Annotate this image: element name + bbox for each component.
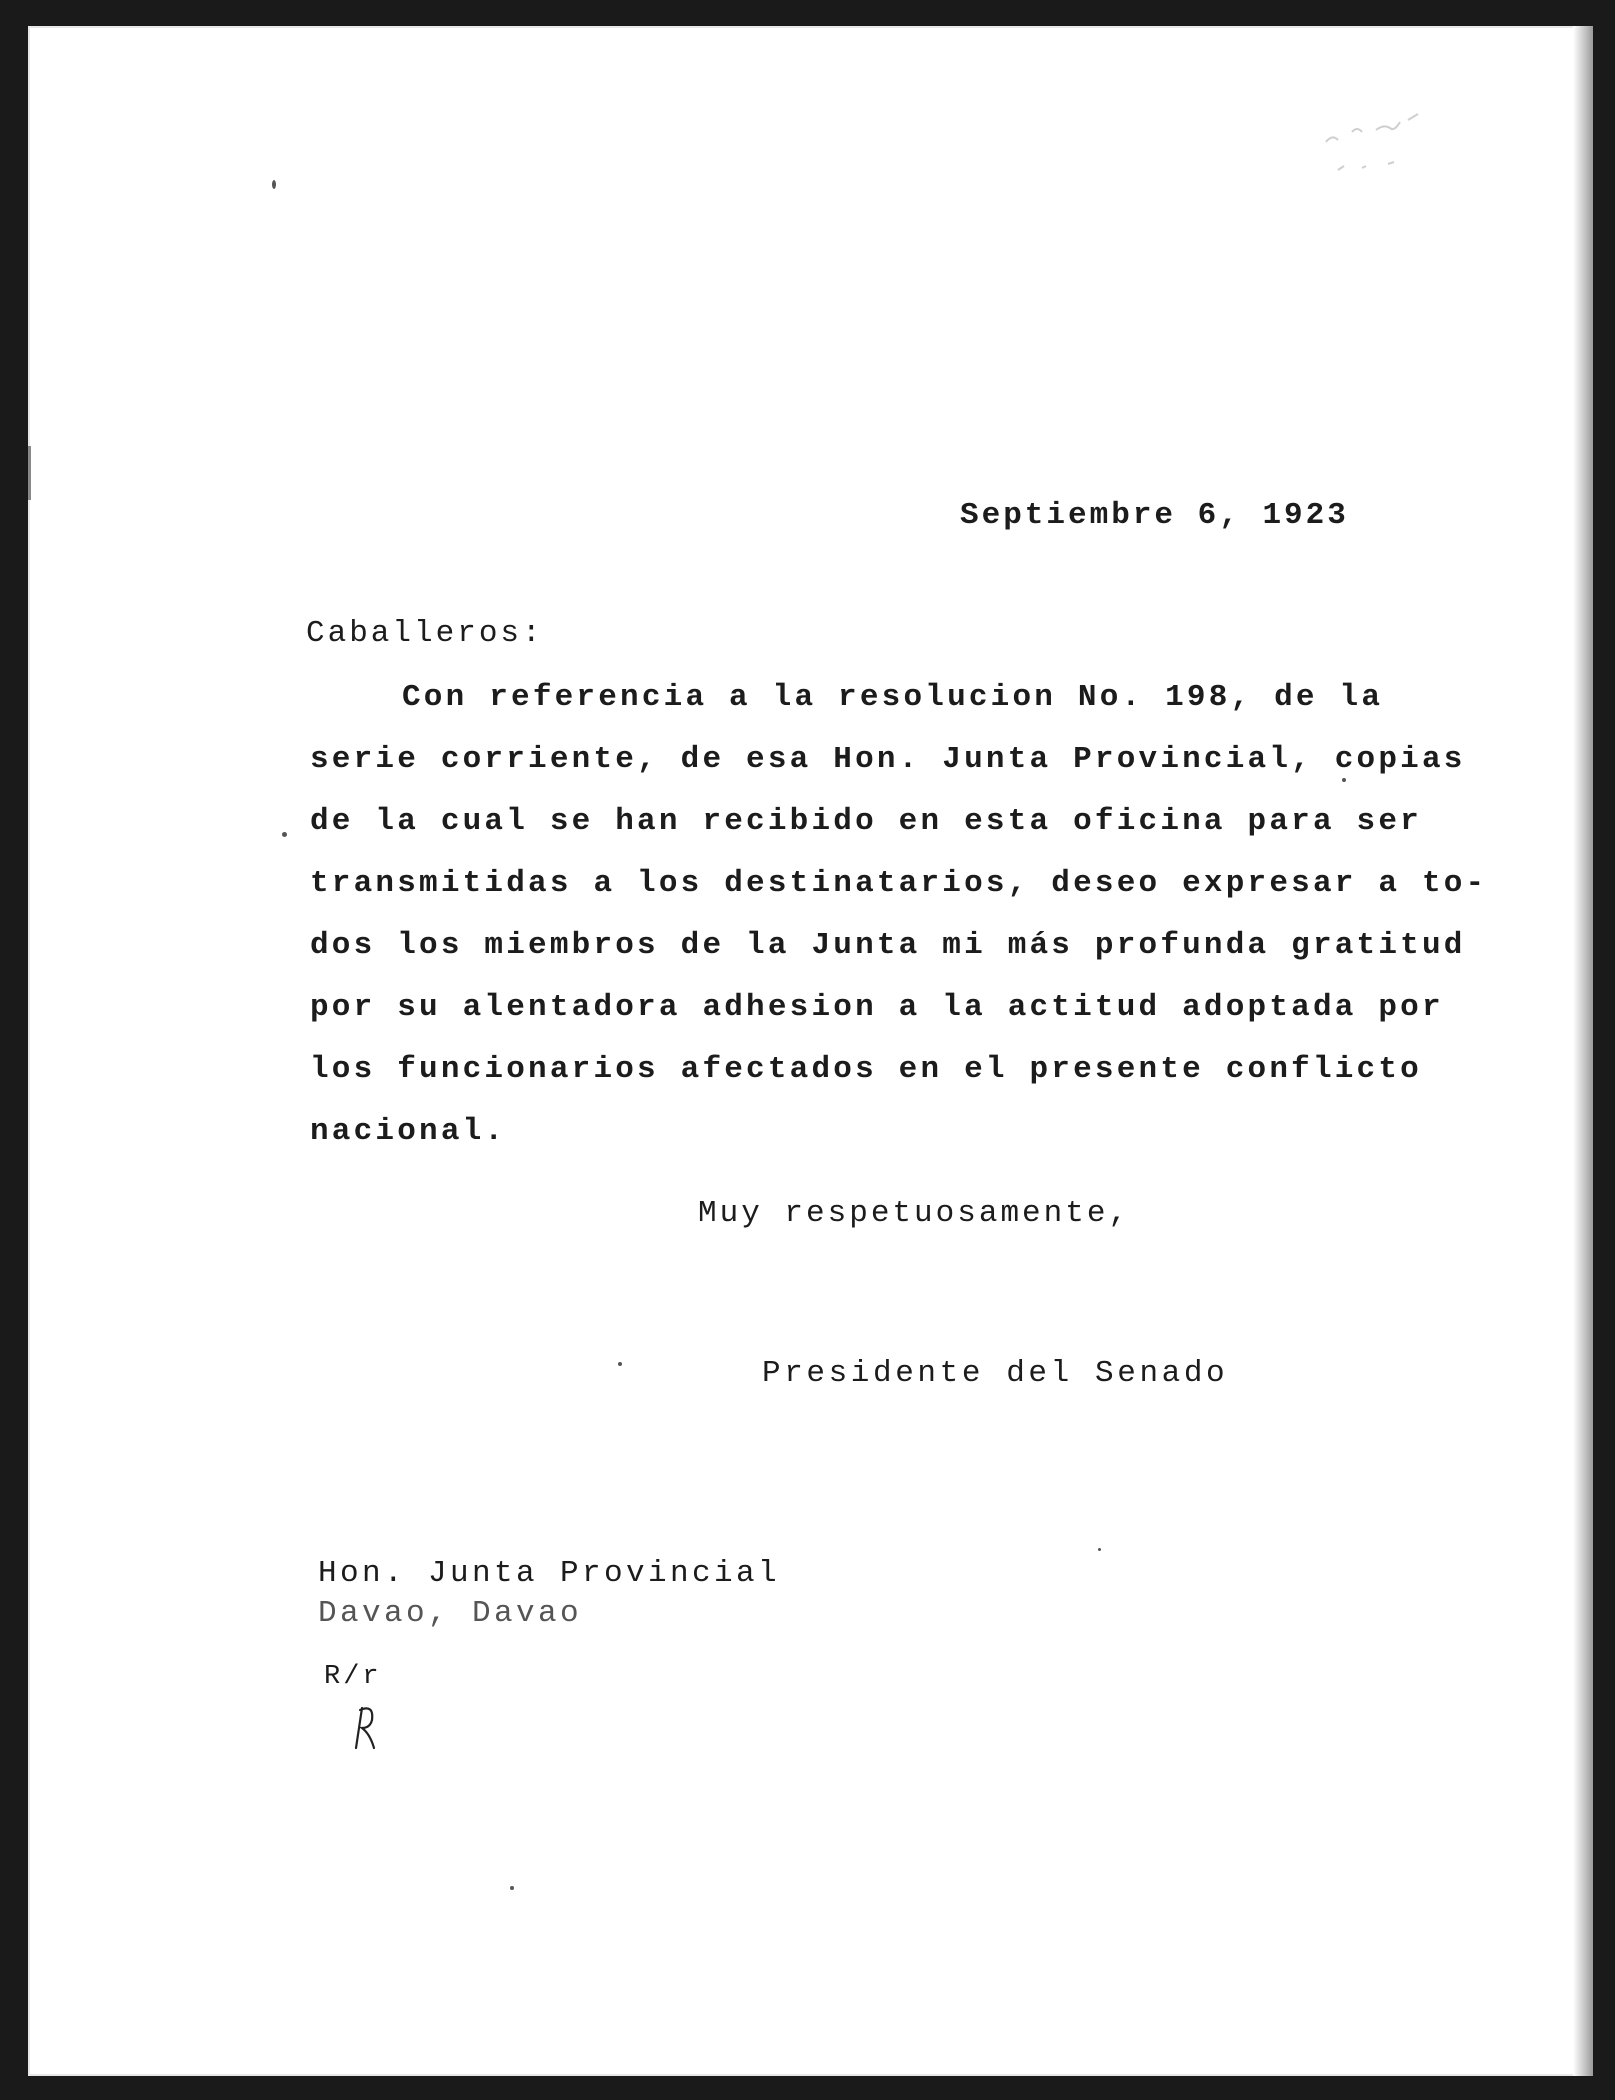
body-line: transmitidas a los destinatarios, deseo expresar a to- [310, 866, 1488, 901]
paper-speck [510, 1886, 514, 1890]
complimentary-close: Muy respetuosamente, [698, 1196, 1131, 1231]
paper-speck [618, 1362, 622, 1366]
signature-title: Presidente del Senado [762, 1356, 1229, 1391]
paper-speck [282, 832, 287, 837]
paper-speck [1342, 778, 1346, 782]
body-line: Con referencia a la resolucion No. 198, de la [402, 680, 1384, 715]
salutation: Caballeros: [306, 616, 544, 651]
body-line: por su alentadora adhesion a la actitud adoptada por [310, 990, 1444, 1025]
reference-initials: R/r [324, 1662, 382, 1692]
page-edge-shadow [1573, 26, 1593, 2076]
addressee-name: Hon. Junta Provincial [318, 1556, 781, 1591]
body-line: de la cual se han recibido en esta oficina para ser [310, 804, 1422, 839]
paper-speck [272, 180, 276, 189]
letter-date: Septiembre 6, 1923 [960, 498, 1349, 533]
faint-pencil-mark [1318, 102, 1468, 182]
body-line: serie corriente, de esa Hon. Junta Provincial, copias [310, 742, 1466, 777]
body-line: los funcionarios afectados en el presente conflicto [310, 1052, 1422, 1087]
addressee-location: Davao, Davao [318, 1596, 583, 1631]
body-line: dos los miembros de la Junta mi más profunda gratitud [310, 928, 1466, 963]
letter-page [28, 26, 1593, 2076]
handwritten-initial-mark [350, 1702, 382, 1752]
body-line: nacional. [310, 1114, 507, 1149]
paper-speck [1098, 1548, 1101, 1551]
paper-edge-mark [28, 446, 31, 500]
